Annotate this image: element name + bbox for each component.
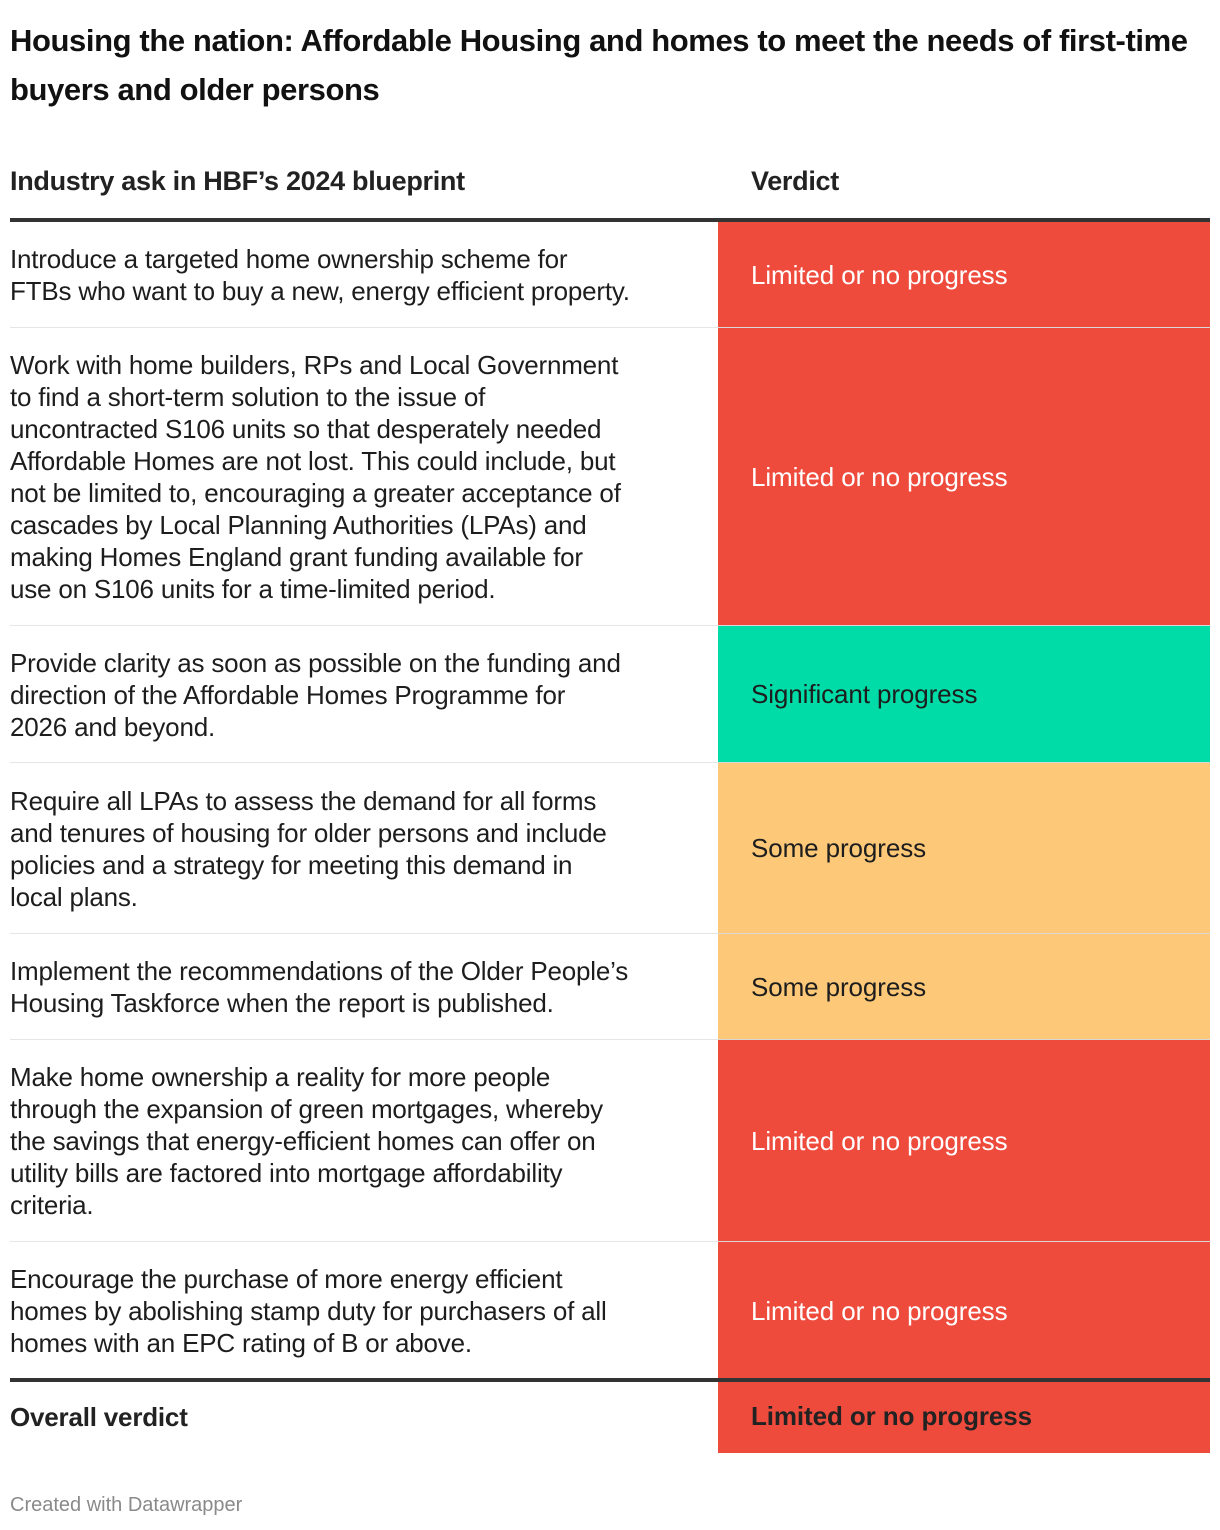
verdict-text: Limited or no progress [751, 461, 1008, 492]
ask-text: Encourage the purchase of more energy efficient homes by abolishing stamp duty for purchasers of all homes with an EPC rating of B or above. [10, 1264, 607, 1358]
ask-cell [10, 763, 710, 934]
column-header-ask: Industry ask in HBF’s 2024 blueprint [10, 166, 465, 196]
verdict-text: Significant progress [751, 679, 978, 709]
verdict-text: Limited or no progress [751, 259, 1008, 290]
verdict-text: Limited or no progress [751, 1125, 1008, 1156]
verdict-cell [718, 1242, 1210, 1380]
ask-cell [10, 328, 710, 626]
verdict-cell [718, 763, 1210, 934]
column-header-verdict: Verdict [751, 166, 839, 196]
table-row [10, 222, 1210, 328]
overall-verdict-text: Limited or no progress [751, 1401, 1032, 1431]
verdict-cell [718, 934, 1210, 1040]
verdict-divider [718, 625, 1210, 626]
verdict-text: Some progress [751, 833, 926, 863]
overall-label-text: Overall verdict [10, 1401, 188, 1432]
verdict-cell [718, 222, 1210, 328]
table-row [10, 1242, 1210, 1380]
credit-footer: Created with Datawrapper [10, 1494, 243, 1516]
ask-cell [10, 222, 710, 328]
table-row [10, 934, 1210, 1040]
ask-text: Provide clarity as soon as possible on the funding and direction of the Affordable Homes Programme for 2026 and beyond. [10, 647, 621, 742]
verdict-text: Limited or no progress [751, 1295, 1008, 1326]
overall-verdict-cell [718, 1380, 1210, 1453]
verdict-text: Some progress [751, 971, 926, 1002]
ask-cell [10, 626, 710, 763]
verdict-divider [718, 933, 1210, 934]
verdict-cell [718, 1040, 1210, 1242]
verdict-divider [718, 1241, 1210, 1242]
ask-cell [10, 1040, 710, 1242]
overall-row [10, 1380, 1210, 1453]
ask-text: Make home ownership a reality for more people through the expansion of green mortgages, whereby the savings that energy-efficient homes can offer on utility bills are factored into mortgage affordability criteria. [10, 1062, 603, 1220]
ask-text: Implement the recommendations of the Older People’s Housing Taskforce when the report is published. [10, 956, 628, 1018]
table-row [10, 1040, 1210, 1242]
table-row [10, 763, 1210, 934]
verdict-divider [718, 1039, 1210, 1040]
overall-rule [10, 1378, 1210, 1382]
page-title: Housing the nation: Affordable Housing and homes to meet the needs of first-time buyers and older persons [10, 23, 1188, 107]
table-row [10, 328, 1210, 626]
header-rule [10, 218, 1210, 222]
table-row [10, 626, 1210, 763]
ask-cell [10, 934, 710, 1040]
verdict-divider [718, 762, 1210, 763]
ask-text: Introduce a targeted home ownership scheme for FTBs who want to buy a new, energy efficient property. [10, 244, 630, 306]
verdict-cell [718, 328, 1210, 626]
ask-text: Require all LPAs to assess the demand for all forms and tenures of housing for older persons and include policies and a strategy for meeting this demand in local plans. [10, 785, 607, 912]
ask-cell [10, 1242, 710, 1380]
overall-label [10, 1380, 710, 1453]
verdict-divider [718, 327, 1210, 328]
verdict-cell [718, 626, 1210, 763]
ask-text: Work with home builders, RPs and Local Government to find a short-term solution to the issue of uncontracted S106 units so that desperately needed Affordable Homes are not lost. This could include, but not be limited to, encouraging a greater acceptance of cascades by Local Planning Authorities (LPAs) and making Homes England grant funding available for use on S106 units for a time-limited period. [10, 350, 621, 604]
